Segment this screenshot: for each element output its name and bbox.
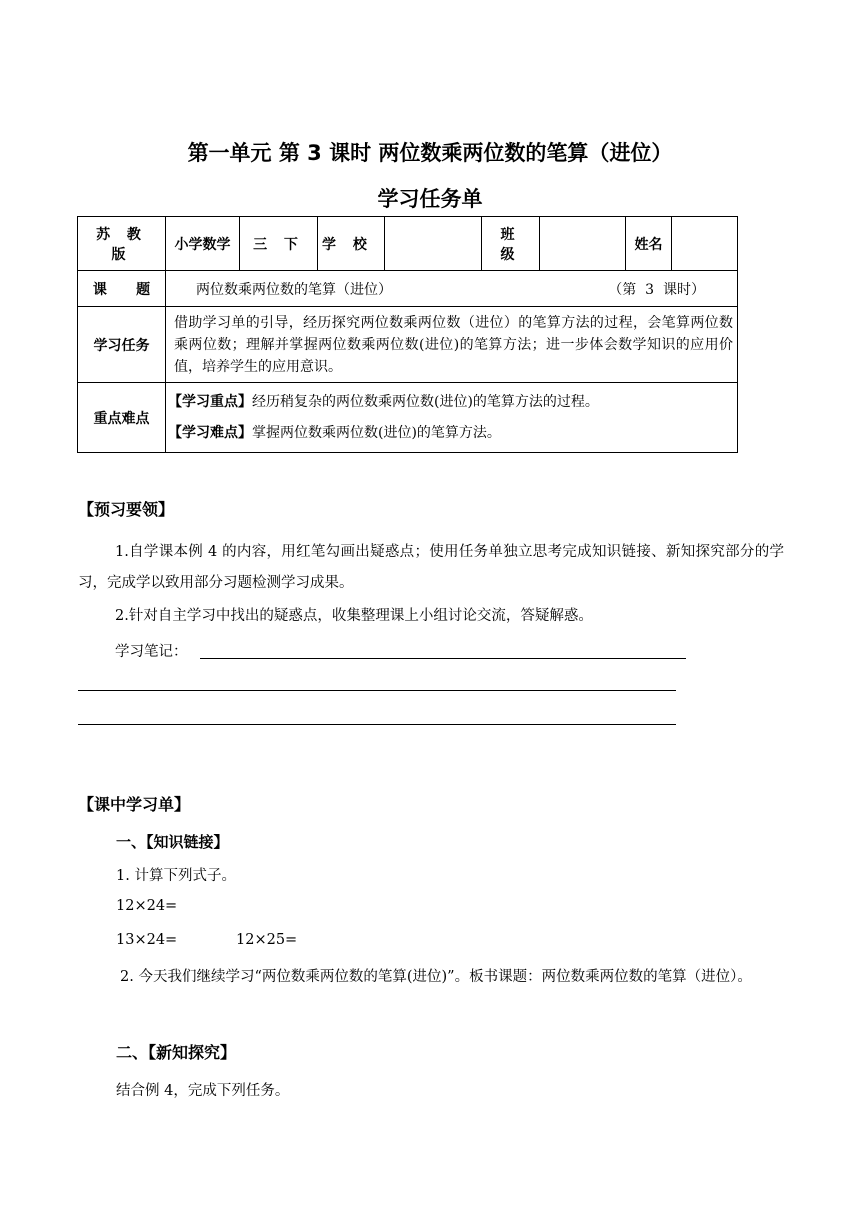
preview-item-1: 1.自学课本例 4 的内容，用红笔勾画出疑惑点；使用任务单独立思考完成知识链接、新知探究部分的学习，完成学以致用部分习题检测学习成果。 (78, 544, 784, 591)
expression-2: 13×24= (116, 932, 178, 948)
lesson-number: （第 3 课时） (608, 281, 705, 298)
notes-line-1[interactable] (200, 658, 686, 659)
question-2: 2. 今天我们继续学习“两位数乘两位数的笔算(进位)”。板书课题：两位数乘两位数的笔算（进位）。 (120, 969, 752, 985)
notes-line-2[interactable] (78, 690, 676, 691)
preview-heading: 【预习要领】 (78, 500, 175, 519)
name-value-field[interactable] (672, 217, 738, 271)
key-label: 重点难点 (78, 383, 166, 453)
class-label: 班 级 (482, 217, 540, 271)
question-1: 1. 计算下列式子。 (116, 868, 236, 884)
lesson-heading: 【课中学习单】 (78, 795, 191, 814)
expression-3: 12×25= (236, 932, 298, 948)
subject-cell: 小学数学 (166, 217, 240, 271)
part-one-heading: 一、【知识链接】 (116, 833, 229, 851)
class-value-field[interactable] (540, 217, 626, 271)
key-point-text: 经历稍复杂的两位数乘两位数(进位)的笔算方法的过程。 (252, 393, 599, 410)
difficulty-tag: 【学习难点】 (168, 424, 252, 441)
topic-value: 两位数乘两位数的笔算（进位） (196, 281, 392, 298)
preview-item-2: 2.针对自主学习中找出的疑惑点，收集整理课上小组讨论交流，答疑解惑。 (115, 608, 593, 624)
notes-label: 学习笔记： (115, 644, 188, 660)
notes-line-3[interactable] (78, 724, 676, 725)
document-title: 第一单元 第 3 课时 两位数乘两位数的笔算（进位） (187, 141, 673, 165)
difficulty-text: 掌握两位数乘两位数(进位)的笔算方法。 (252, 424, 501, 441)
part-two-heading: 二、【新知探究】 (116, 1043, 237, 1062)
task-description: 借助学习单的引导，经历探究两位数乘两位数（进位）的笔算方法的过程，会笔算两位数乘两位数；理解并掌握两位数乘两位数(进位)的笔算方法；进一步体会数学知识的应用价值，培养学生的应用意识。 (166, 307, 738, 383)
key-point-tag: 【学习重点】 (168, 393, 252, 410)
part-two-intro: 结合例 4，完成下列任务。 (116, 1083, 290, 1099)
task-label: 学习任务 (78, 307, 166, 383)
school-value-field[interactable] (385, 217, 482, 271)
expression-1: 12×24= (116, 898, 178, 914)
school-label: 学 校 (318, 217, 385, 271)
info-table (77, 216, 738, 453)
grade-cell: 三 下 (240, 217, 318, 271)
edition-cell: 苏 教 版 (78, 217, 166, 271)
topic-label: 课 题 (78, 271, 166, 307)
document-subtitle: 学习任务单 (377, 187, 483, 211)
name-label: 姓名 (626, 217, 672, 271)
